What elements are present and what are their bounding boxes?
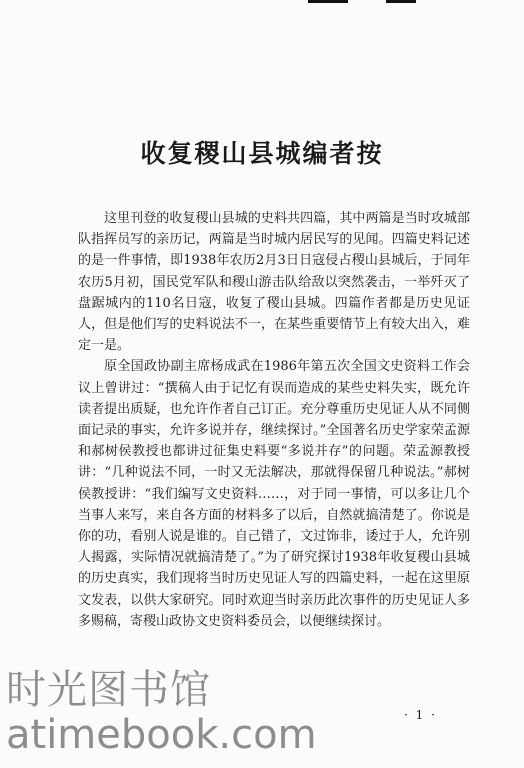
paragraph-2: 原全国政协副主席杨成武在1986年第五次全国文史资料工作会议上曾讲过：“撰稿人由于记忆有误而造成的某些史料失实，既允许读者提出质疑，也允许作者自己订正。充分尊重历史见证人从不同侧面记录的事实，允许多说并存，继续探讨。”全国著名历史学家荣孟源和郝树侯教授也都讲过征集史料要“多说并存”的问题。荣孟源教授讲：“几种说法不同，一时又无法解决，那就得保留几种说法。”郝树侯教授讲：“我们编写文史资料……，对于同一事情，可以多让几个当事人来写，来自各方面的材料多了以后，自然就搞清楚了。你说是你的功，看别人说是谁的。自己错了，文过饰非，诿过于人，允许别人揭露，实际情况就搞清楚了。”为了研究探讨1938年收复稷山县城的历史真实，我们现将当时历史见证人写的四篇史料，一起在这里原文发表，以供大家研究。同时欢迎当时亲历此次事件的历史见证人多多赐稿，寄稷山政协文史资料委员会，以便继续探讨。: [78, 359, 470, 629]
paragraph-1: 这里刊登的收复稷山县城的史料共四篇，其中两篇是当时攻城部队指挥员写的亲历记，两篇是当时城内居民写的见闻。四篇史料记述的是一件事情，即1938年农历2月3日日寇侵占稷山县城后，于同年农历5月初，国民党军队和稷山游击队给敌以突然袭击，一举歼灭了盘踞城内的110名日寇，收复了稷山县城。四篇作者都是历史见证人，但是他们写的史料说法不一，在某些重要情节上有较大出入，难定一是。: [78, 211, 470, 354]
watermark-url: atimebook.com: [6, 712, 317, 758]
page-number: · 1 ·: [404, 708, 437, 722]
article-body: [78, 208, 470, 632]
page-title: 收复稷山县城编者按: [140, 139, 384, 168]
scan-top-marks: [300, 0, 424, 4]
watermark-cn: 时光图书馆: [6, 667, 211, 713]
